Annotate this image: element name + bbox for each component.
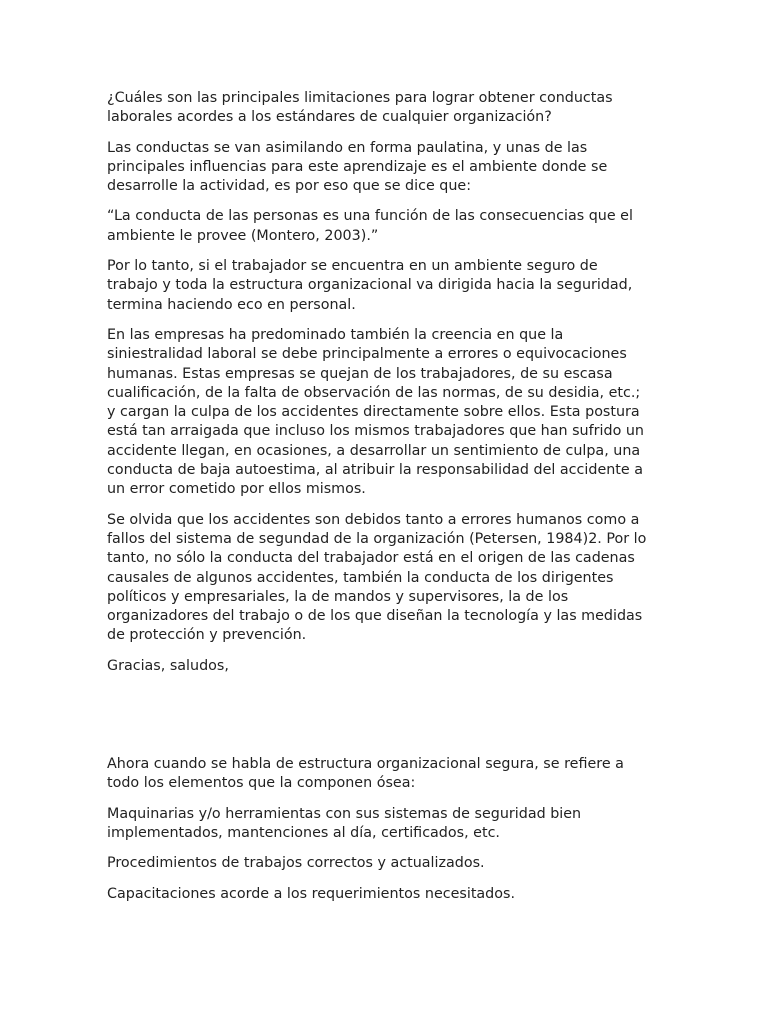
paragraph-empresas: En las empresas ha predominado también la creencia en que la siniestralidad laboral se debe principalmente a errores o equivocaciones humanas. Estas empresas se quejan de los trabajadores, de su escasa cualificación, de la falta de observación de las normas, de su desidia, etc.; y cargan la culpa de los accidentes directamente sobre ellos. Esta postura está tan arraigada que incluso los mismos trabajadores que han sufrido un accidente llegan, en ocasiones, a desarrollar un sentimiento de culpa, una conducta de baja autoestima, al atribuir la responsabilidad del accidente a un error cometido por ellos mismos. — [107, 326, 644, 498]
paragraph-procedimientos: Procedimientos de trabajos correctos y actualizados. — [107, 855, 485, 872]
paragraph-conductas: Las conductas se van asimilando en forma paulatina, y unas de las principales influencias para este aprendizaje es el ambiente donde se desarrolle la actividad, es por eso que se dice que: — [107, 139, 608, 195]
paragraph-capacitaciones: Capacitaciones acorde a los requerimientos necesitados. — [107, 885, 515, 902]
paragraph-maquinarias: Maquinarias y/o herramientas con sus sistemas de seguridad bien implementados, mantenciones al día, certificados, etc. — [107, 805, 582, 841]
quote-paragraph: “La conducta de las personas es una función de las consecuencias que el ambiente le provee (Montero, 2003).” — [107, 208, 633, 244]
paragraph-se-olvida: Se olvida que los accidentes son debidos tanto a errores humanos como a fallos del sistema de segundad de la organización (Petersen, 1984)2. Por lo tanto, no sólo la conducta del trabajador está en el origen de las cadenas causales de algunos accidentes, también la conducta de los dirigentes políticos y empresariales, la de mandos y supervisores, la de los organizadores del trabajo o de los que diseñan la tecnología y las medidas de protección y prevención. — [107, 511, 647, 644]
closing-greeting: Gracias, saludos, — [107, 657, 229, 674]
question-paragraph: ¿Cuáles son las principales limitaciones para lograr obtener conductas laborales acordes a los estándares de cualquier organización? — [107, 90, 613, 126]
paragraph-ahora: Ahora cuando se habla de estructura organizacional segura, se refiere a todo los elementos que la componen ósea: — [107, 756, 624, 792]
blank-space — [107, 687, 648, 755]
paragraph-por-lo-tanto: Por lo tanto, si el trabajador se encuentra en un ambiente seguro de trabajo y toda la estructura organizacional va dirigida hacia la seguridad, termina haciendo eco en personal. — [107, 258, 633, 313]
